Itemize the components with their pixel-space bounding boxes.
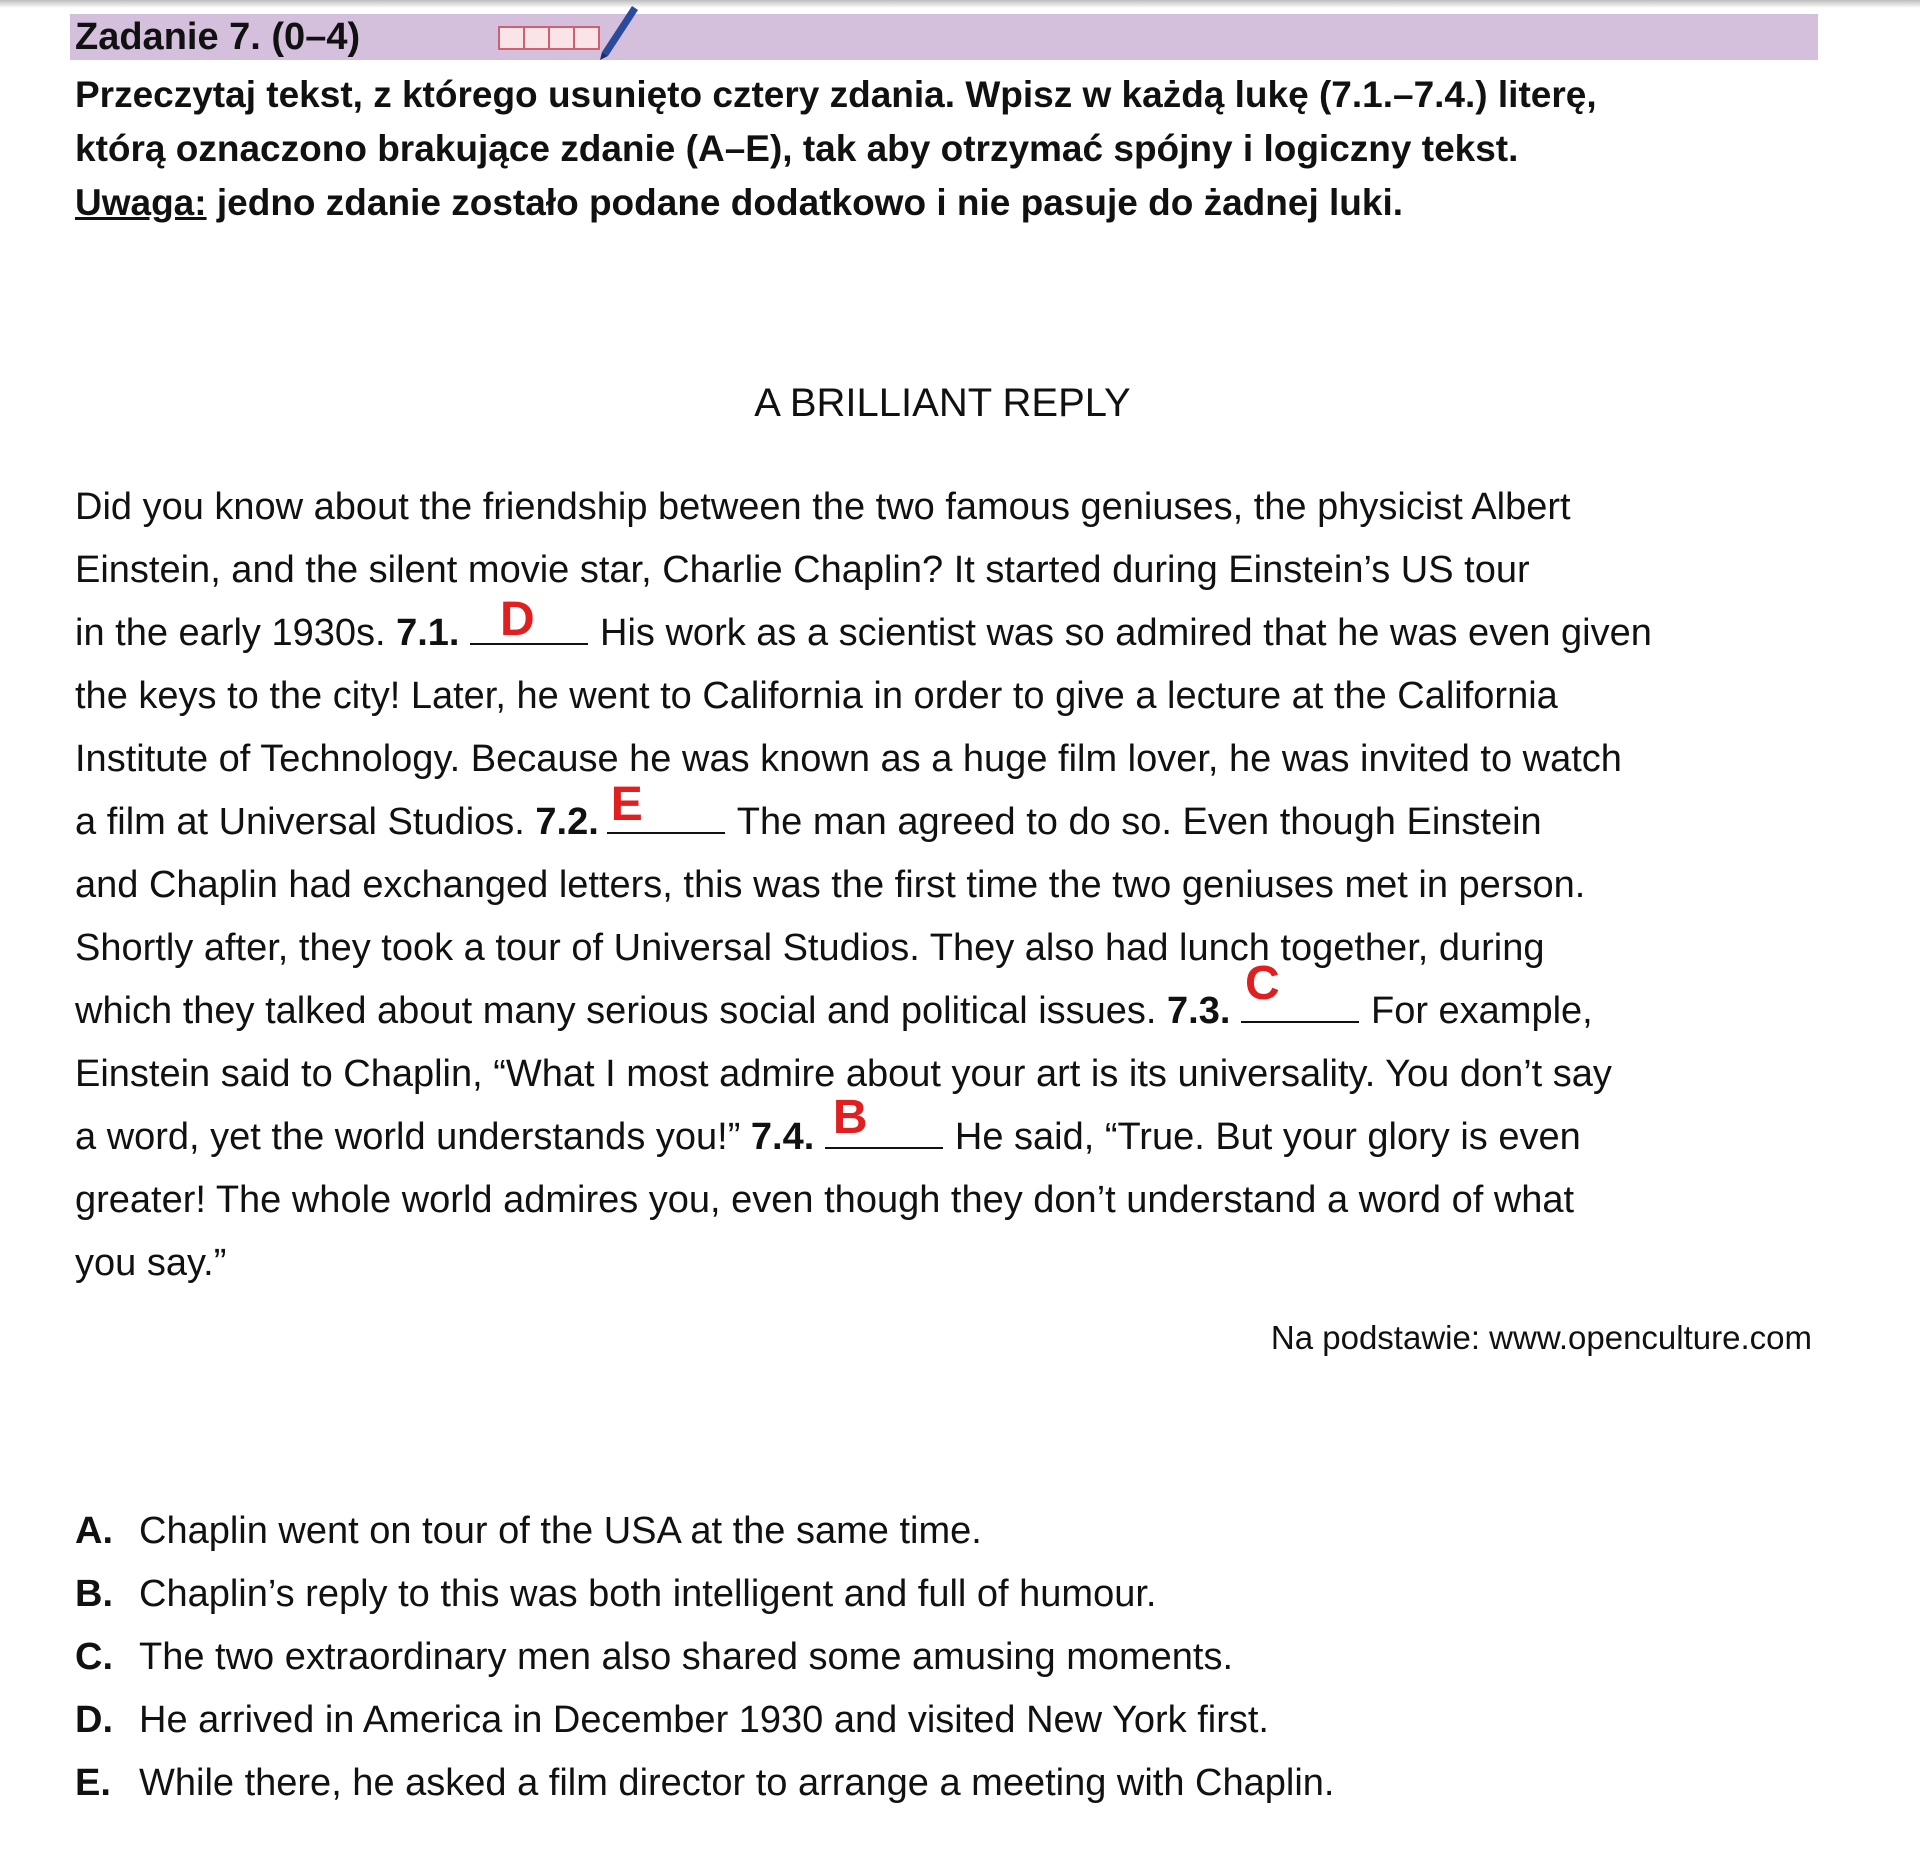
text-segment: in the early 1930s. (75, 612, 397, 654)
answer-gap[interactable] (1241, 957, 1359, 1023)
note-text: jedno zdanie zostało podane dodatkowo i nie pasuje do żadnej luki. (206, 182, 1404, 223)
text-line (75, 593, 1835, 665)
text-segment: His work as a scientist was so admired that he was even given (600, 612, 1652, 654)
option-letter: C. (75, 1636, 113, 1678)
note-line (75, 176, 1835, 230)
text-line: Shortly after, they took a tour of Universal Studios. They also had lunch together, during (75, 927, 1545, 969)
option-text: The two extraordinary men also shared some amusing moments. (139, 1636, 1234, 1678)
text-segment: which they talked about many serious social and political issues. (75, 990, 1168, 1032)
note-label: Uwaga: (75, 182, 207, 223)
option-item (75, 1500, 1835, 1563)
option-text: Chaplin went on tour of the USA at the same time. (139, 1510, 982, 1552)
text-line: Did you know about the friendship between the two famous geniuses, the physicist Albert (75, 486, 1571, 528)
text-line: Einstein, and the silent movie star, Charlie Chaplin? It started during Einstein’s US tour (75, 549, 1530, 591)
option-letter: D. (75, 1699, 113, 1741)
gap-number: 7.4. (750, 1116, 815, 1158)
gap-number: 7.2. (535, 801, 599, 843)
option-text: He arrived in America in December 1930 and visited New York first. (139, 1699, 1269, 1741)
text-segment: a word, yet the world understands you!” (75, 1116, 751, 1158)
answer-gap[interactable] (607, 778, 725, 834)
text-line: and Chaplin had exchanged letters, this was the first time the two geniuses met in person. (75, 864, 1586, 906)
top-shadow (0, 0, 1920, 8)
article-title: A BRILLIANT REPLY (754, 381, 1131, 425)
text-line: Institute of Technology. Because he was known as a huge film lover, he was invited to watch (75, 738, 1622, 780)
answer-gap[interactable] (470, 593, 588, 646)
score-box[interactable] (500, 28, 525, 48)
source-citation: Na podstawie: www.openculture.com (1270, 1319, 1812, 1356)
option-text: While there, he asked a film director to arrange a meeting with Chaplin. (139, 1762, 1335, 1804)
gap-answer: E (610, 778, 643, 831)
text-line (75, 1091, 1835, 1169)
option-letter: B. (75, 1573, 113, 1615)
gap-answer: B (832, 1091, 868, 1144)
score-box[interactable] (525, 28, 550, 48)
text-line (75, 957, 1835, 1043)
gap-answer: C (1244, 957, 1280, 1010)
text-line: Einstein said to Chaplin, “What I most admire about your art is its universality. You don’t say (75, 1053, 1612, 1095)
option-text: Chaplin’s reply to this was both intelligent and full of humour. (139, 1573, 1157, 1615)
instruction-line: którą oznaczono brakujące zdanie (A–E), tak aby otrzymać spójny i logiczny tekst. (75, 128, 1519, 169)
text-line: the keys to the city! Later, he went to California in order to give a lecture at the California (75, 675, 1558, 717)
text-line (75, 778, 1835, 854)
option-letter: E. (75, 1762, 111, 1804)
gap-number: 7.3. (1167, 990, 1231, 1032)
text-segment: a film at Universal Studios. (75, 801, 536, 843)
option-item (75, 1626, 1835, 1689)
answer-gap[interactable] (825, 1091, 943, 1149)
text-segment: For example, (1370, 990, 1593, 1032)
score-box[interactable] (550, 28, 575, 48)
score-box[interactable] (575, 28, 598, 48)
gap-number: 7.1. (396, 612, 460, 654)
text-segment: He said, “True. But your glory is even (954, 1116, 1581, 1158)
pen-icon (596, 0, 642, 60)
option-letter: A. (75, 1510, 113, 1552)
option-item (75, 1689, 1835, 1752)
instruction-line: Przeczytaj tekst, z którego usunięto cztery zdania. Wpisz w każdą lukę (7.1.–7.4.) literę, (75, 74, 1597, 115)
option-item (75, 1752, 1835, 1815)
text-segment: The man agreed to do so. Even though Einstein (736, 801, 1542, 843)
text-line: greater! The whole world admires you, even though they don’t understand a word of what (75, 1179, 1575, 1221)
article-body (75, 476, 1835, 1295)
option-item (75, 1563, 1835, 1626)
task-title: Zadanie 7. (0–4) (75, 16, 361, 58)
text-line: you say.” (75, 1242, 227, 1284)
instructions (75, 68, 1835, 230)
gap-answer: D (500, 593, 535, 646)
option-list (75, 1500, 1835, 1815)
score-boxes[interactable] (498, 26, 600, 50)
